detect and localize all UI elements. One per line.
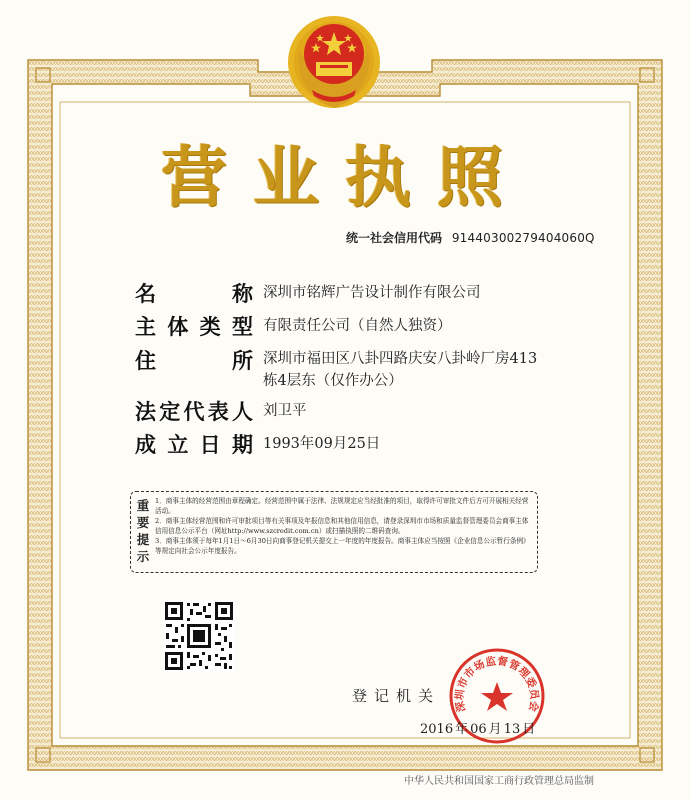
field-value-address (263, 348, 537, 392)
field-label-representative: 法 定 代 表 人 (135, 400, 253, 424)
field-label-name: 名 称 (135, 282, 253, 306)
registration-authority: 登记机关 (352, 687, 441, 705)
notice-item: 1．商事主体的经营范围由章程确定。经营范围中属于法律、法规规定应当经批准的项目，取得许可审批文件后方可开展相关经营活动。 (155, 497, 529, 515)
field-label-established: 成 立 日 期 (135, 433, 253, 457)
credit-code-line (346, 229, 595, 246)
credit-code-value: 91440300279404060Q (451, 231, 595, 245)
registration-date: 2016 年 06 月 13 日 (420, 722, 536, 737)
address-line-1: 深圳市福田区八卦四路庆安八卦岭厂房413 (263, 351, 538, 367)
field-label-address: 住 所 (135, 349, 253, 373)
field-value-representative: 刘卫平 (263, 403, 307, 419)
notice-heading: 重 要 提 示 (136, 498, 150, 564)
field-value-established: 1993年09月25日 (263, 436, 381, 452)
notice-item: 2．商事主体经营范围和许可审批项目等有关事项及年报信息和其他信用信息，请登录深圳市市场和质量监督管理委员会商事主体信用信息公示平台（网址http://www.szcredit.com.cn）或扫描执照的二维码查询。 (155, 517, 529, 535)
field-value-name: 深圳市铭辉广告设计制作有限公司 (263, 285, 481, 301)
footer-supervisor: 中华人民共和国国家工商行政管理总局监制 (404, 776, 594, 787)
svg-text:深圳市市场监督管理委员会: 深圳市市场监督管理委员会 (453, 655, 541, 714)
field-label-type: 主 体 类 型 (135, 315, 253, 339)
address-line-2: 栋4层东（仅作办公） (263, 373, 403, 389)
notice-body (155, 497, 531, 557)
qr-code-icon[interactable] (163, 600, 235, 672)
notice-item: 3．商事主体须于每年1月1日～6月30日向商事登记机关提交上一年度的年度报告。商事主体应当按照《企业信息公示暂行条例》等规定向社会公示年度报告。 (155, 537, 530, 555)
important-notice-box (130, 491, 538, 573)
license-title: 营业执照 (161, 139, 529, 216)
national-emblem-icon (280, 10, 388, 118)
credit-code-label: 统一社会信用代码 (346, 231, 443, 245)
field-value-type: 有限责任公司（自然人独资） (263, 318, 452, 334)
